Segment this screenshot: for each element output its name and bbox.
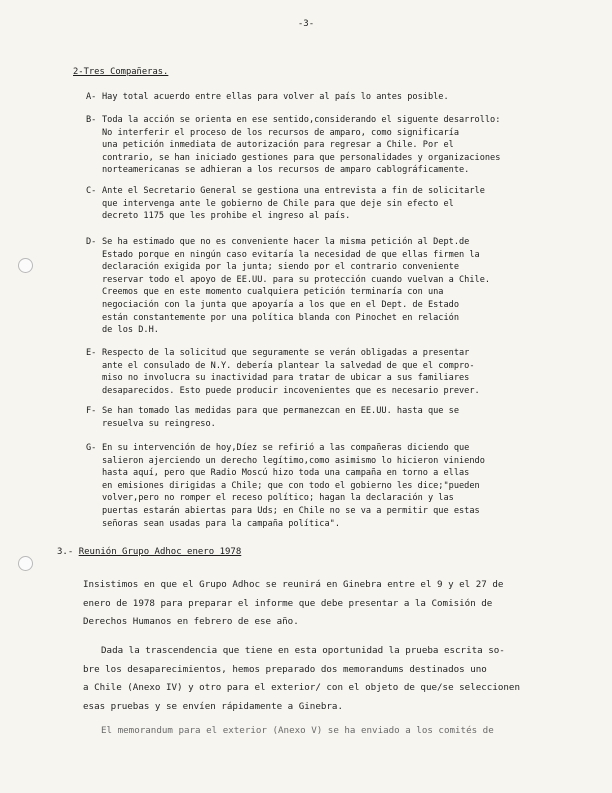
item-letter: D- (86, 237, 97, 247)
item-letter: C- (86, 186, 97, 196)
item-letter: F- (86, 406, 97, 416)
item-letter: A- (86, 92, 97, 102)
item-text: En su intervención de hoy,Díez se refirió a las compañeras diciendo que salieron ajerciendo un derecho legítimo,como asimismo lo hicieron viniendo hasta aquí, pero que Radio Moscú hizo toda una campaña en torno a ellas en emisiones dirigidas a Chile; que con todo el gobierno les dice;"pueden volver,pero no romper el receso político; hagan la declaración y las puertas estarán abiertas para Uds; en Chile no se va a permitir que estas señoras sean usadas para la campaña política". (102, 443, 485, 529)
item-text: Toda la acción se orienta en ese sentido,considerando el siguente desarrollo: No interferir el proceso de los recursos de amparo, como significaría una petición inmediata de autorización para regresar a Chile. Por el contrario, se han iniciado gestiones para que personalidades y organizaciones norteamericanas se adhieran a los recursos de amparo cablográficamente. (102, 115, 501, 176)
list-item (86, 185, 576, 223)
paragraph: Dada la trascendencia que tiene en esta oportunidad la prueba escrita so- bre los desaparecimientos, hemos preparado dos memorandums destinados uno a Chile (Anexo IV) y otro para el exterior/ con el objeto de que/se seleccionen esas pruebas y se envíen rápidamente a Ginebra. (83, 645, 520, 712)
list-item (86, 236, 576, 337)
list-item (86, 114, 576, 177)
section-number: 3.- (57, 547, 74, 557)
item-text: Respecto de la solicitud que seguramente se verán obligadas a presentar ante el consulado de N.Y. debería plantear la salvedad de que el compro- miso no involucra su inactividad para tratar de ubicar a sus familiares desaparecidos. Esto puede producir incovenientes que es necesario prever. (102, 348, 480, 396)
punch-hole-icon (18, 258, 33, 273)
list-item (86, 442, 576, 530)
page-number: -3- (297, 19, 315, 29)
section-3-heading (57, 546, 241, 559)
item-letter: G- (86, 443, 97, 453)
list-item (86, 405, 576, 430)
item-text: Se han tomado las medidas para que permanezcan en EE.UU. hasta que se resuelva su reingreso. (102, 406, 459, 429)
section-title: Reunión Grupo Adhoc enero 1978 (78, 547, 242, 557)
punch-hole-icon (18, 556, 33, 571)
section-2-heading: 2-Tres Compañeras. (73, 67, 169, 77)
item-letter: B- (86, 115, 97, 125)
list-item (86, 91, 576, 104)
list-item (86, 347, 576, 397)
item-text: Hay total acuerdo entre ellas para volver al país lo antes posible. (102, 92, 449, 102)
item-text: Ante el Secretario General se gestiona una entrevista a fin de solicitarle que intervenga ante le gobierno de Chile para que deje sin efecto el decreto 1175 que les prohibe el ingreso al país. (102, 186, 485, 222)
paragraph: Insistimos en que el Grupo Adhoc se reunirá en Ginebra entre el 9 y el 27 de enero de 1978 para preparar el informe que debe presentar a la Comisión de Derechos Humanos en febrero de ese año. (83, 579, 504, 627)
item-letter: E- (86, 348, 97, 358)
item-text: Se ha estimado que no es conveniente hacer la misma petición al Dept.de Estado porque en ningún caso evitaría la necesidad de que ellas firmen la declaración exigida por la junta; siendo por el contrario conveniente reservar todo el apoyo de EE.UU. para su protección cuando vuelvan a Chile. Creemos que en este momento cualquiera petición terminaría con una negociación con la junta que apoyaría a los que en el Dept. de Estado están constantemente por una política blanda con Pinochet en relación de los D.H. (102, 237, 491, 336)
paragraph: El memorandum para el exterior (Anexo V) se ha enviado a los comités de (101, 725, 494, 736)
